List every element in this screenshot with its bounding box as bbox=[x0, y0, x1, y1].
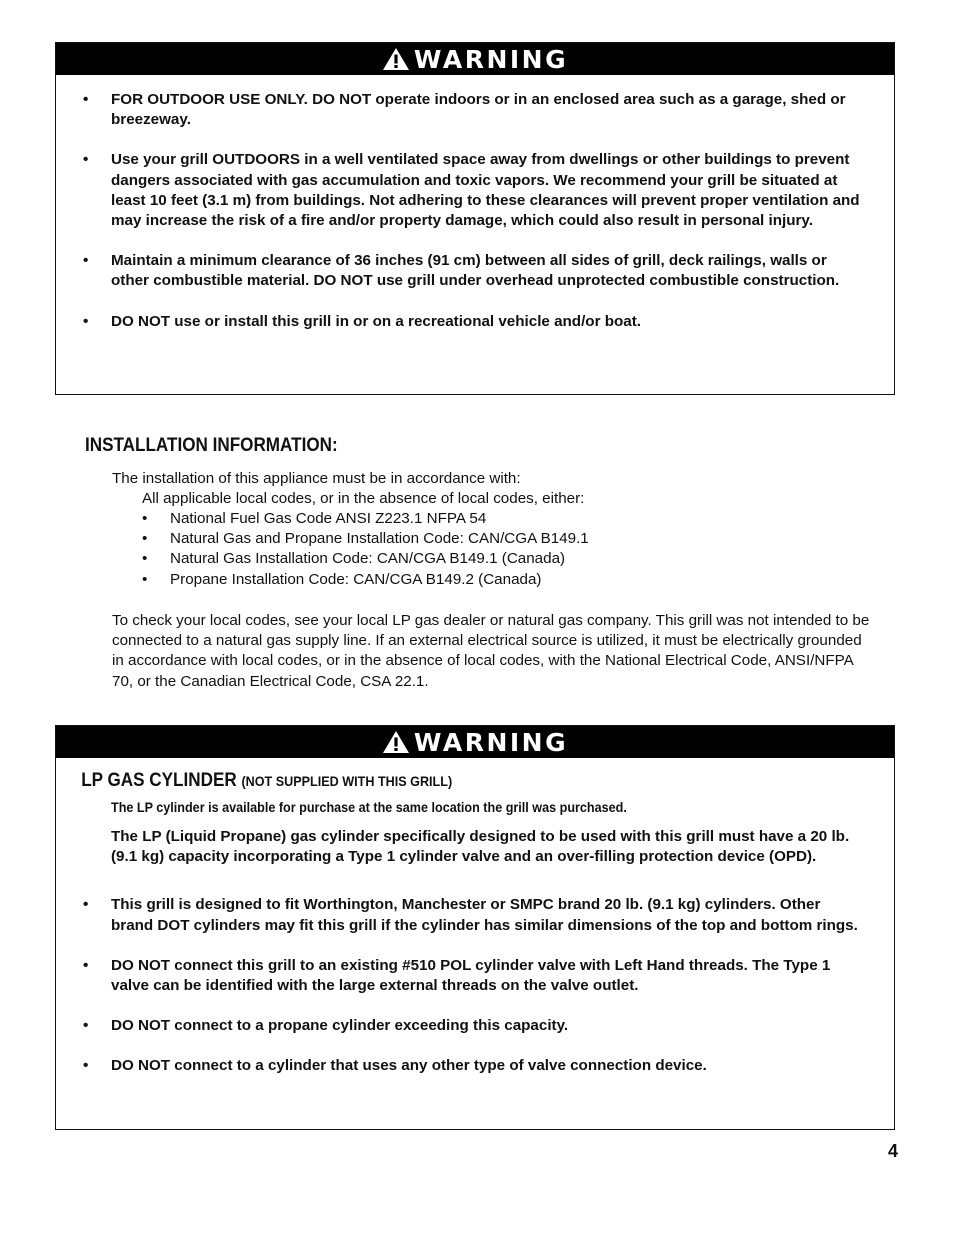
warning-bullet: • DO NOT connect to a cylinder that uses any other type of valve connection device. bbox=[56, 1056, 894, 1076]
warning-label: WARNING bbox=[413, 44, 569, 74]
warning-label: WARNING bbox=[413, 727, 569, 757]
warning-header bbox=[56, 726, 894, 758]
warning-box-lp-cylinder bbox=[55, 725, 895, 1130]
installation-title: INSTALLATION INFORMATION: bbox=[85, 435, 338, 456]
warning-box-outdoor-use bbox=[55, 42, 895, 395]
warning-triangle-icon bbox=[382, 730, 410, 754]
warning-bullet: • Maintain a minimum clearance of 36 inches (91 cm) between all sides of grill, deck railings, walls or other combustible material. DO NOT use grill under overhead unprotected combustible construction. bbox=[56, 251, 894, 291]
warning-bullet: • DO NOT connect this grill to an existing #510 POL cylinder valve with Left Hand threads. The Type 1 valve can be identified with the large external threads on the valve outlet. bbox=[56, 956, 894, 996]
warning-bullet: • DO NOT connect to a propane cylinder exceeding this capacity. bbox=[56, 1016, 894, 1036]
warning-bullet-list bbox=[56, 867, 894, 1076]
installation-code-list bbox=[142, 509, 589, 590]
installation-paragraph: To check your local codes, see your local LP gas dealer or natural gas company. This grill was not intended to be connected to a natural gas supply line. If an external electrical source is utilized, it must be electrically grounded in accordance with local codes, or in the absence of local codes, with the National Electrical Code, ANSI/NFPA 70, or the Canadian Electrical Code, CSA 22.1. bbox=[112, 612, 870, 690]
warning-bullet: • Use your grill OUTDOORS in a well ventilated space away from dwellings or other buildings to prevent dangers associated with gas accumulation and toxic vapors. We recommend your grill be situated at least 10 feet (3.1 m) from buildings. Not adhering to these clearances will prevent proper ventilation and may increase the risk of a fire and/or property damage, which could also result in personal injury. bbox=[56, 150, 894, 231]
lp-gas-cylinder-title bbox=[56, 758, 810, 792]
lp-spec-paragraph: The LP (Liquid Propane) gas cylinder specifically designed to be used with this grill must have a 20 lb. (9.1 kg) capacity incorporating a Type 1 cylinder valve and an over-filling protection device (OPD). bbox=[111, 828, 850, 866]
lp-availability-note: The LP cylinder is available for purchase at the same location the grill was purchased. bbox=[111, 799, 627, 815]
code-item: • National Fuel Gas Code ANSI Z223.1 NFPA 54 bbox=[142, 509, 589, 529]
lp-title-main: LP GAS CYLINDER bbox=[81, 770, 237, 791]
installation-intro: The installation of this appliance must be in accordance with: bbox=[112, 470, 521, 487]
code-item: • Natural Gas and Propane Installation Code: CAN/CGA B149.1 bbox=[142, 529, 589, 549]
warning-triangle-icon bbox=[382, 47, 410, 71]
warning-bullet: • DO NOT use or install this grill in or on a recreational vehicle and/or boat. bbox=[56, 312, 894, 332]
code-item: • Natural Gas Installation Code: CAN/CGA B149.1 (Canada) bbox=[142, 549, 589, 569]
warning-bullet: • FOR OUTDOOR USE ONLY. DO NOT operate indoors or in an enclosed area such as a garage, shed or breezeway. bbox=[56, 90, 894, 130]
code-item: • Propane Installation Code: CAN/CGA B149.2 (Canada) bbox=[142, 570, 589, 590]
warning-bullet-list bbox=[56, 75, 894, 332]
page-number: 4 bbox=[887, 1141, 898, 1161]
warning-header bbox=[56, 43, 894, 75]
lp-title-note: (NOT SUPPLIED WITH THIS GRILL) bbox=[241, 773, 453, 789]
installation-sub: All applicable local codes, or in the absence of local codes, either: bbox=[142, 490, 585, 507]
warning-bullet: • This grill is designed to fit Worthington, Manchester or SMPC brand 20 lb. (9.1 kg) cylinders. Other brand DOT cylinders may fit this grill if the cylinder has similar dimensions of the top and bottom rings. bbox=[56, 895, 894, 935]
